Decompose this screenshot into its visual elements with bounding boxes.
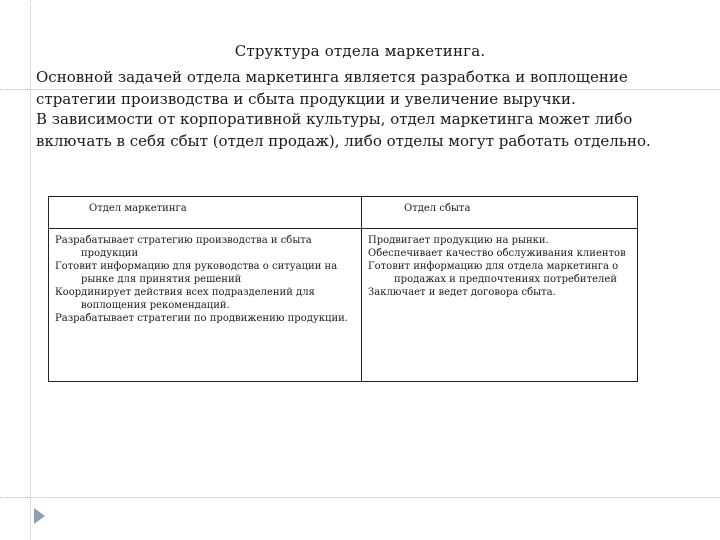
bottom-dotted-divider: [0, 497, 720, 498]
sales-header: Отдел сбыта: [362, 197, 638, 229]
left-dotted-guide: [30, 0, 31, 540]
list-item: Готовит информацию для отдела маркетинга о продажах и предпочтениях потребителей: [368, 261, 619, 285]
intro-paragraph: Основной задачей отдела маркетинга является разработка и воплощение стратегии производства и сбыта продукции и увеличение выручки.: [36, 68, 628, 108]
marketing-header: Отдел маркетинга: [49, 197, 362, 229]
list-item: Разрабатывает стратегии по продвижению продукции.: [55, 313, 348, 324]
list-item: Заключает и ведет договора сбыта.: [368, 287, 556, 298]
triangle-bullet-icon: [34, 508, 45, 524]
list-item: Продвигает продукцию на рынки.: [368, 235, 549, 246]
list-item: Обеспечивает качество обслуживания клиентов: [368, 248, 626, 259]
list-item: Готовит информацию для руководства о ситуации на рынке для принятия решений: [55, 261, 338, 285]
slide-title: Структура отдела маркетинга.: [234, 42, 486, 60]
sales-duties-cell: [362, 229, 638, 382]
table-header-row: [49, 197, 638, 229]
culture-paragraph: В зависимости от корпоративной культуры, отдел маркетинга может либо включать в себя сбыт (отдел продаж), либо отделы могут работать отдельно.: [36, 110, 651, 150]
marketing-duties-cell: [49, 229, 362, 382]
table-body-row: [49, 229, 638, 382]
department-comparison-table: [48, 196, 638, 382]
list-item: Разрабатывает стратегию производства и сбыта продукции: [55, 235, 312, 259]
list-item: Координирует действия всех подразделений для воплощения рекомендаций.: [55, 287, 315, 311]
